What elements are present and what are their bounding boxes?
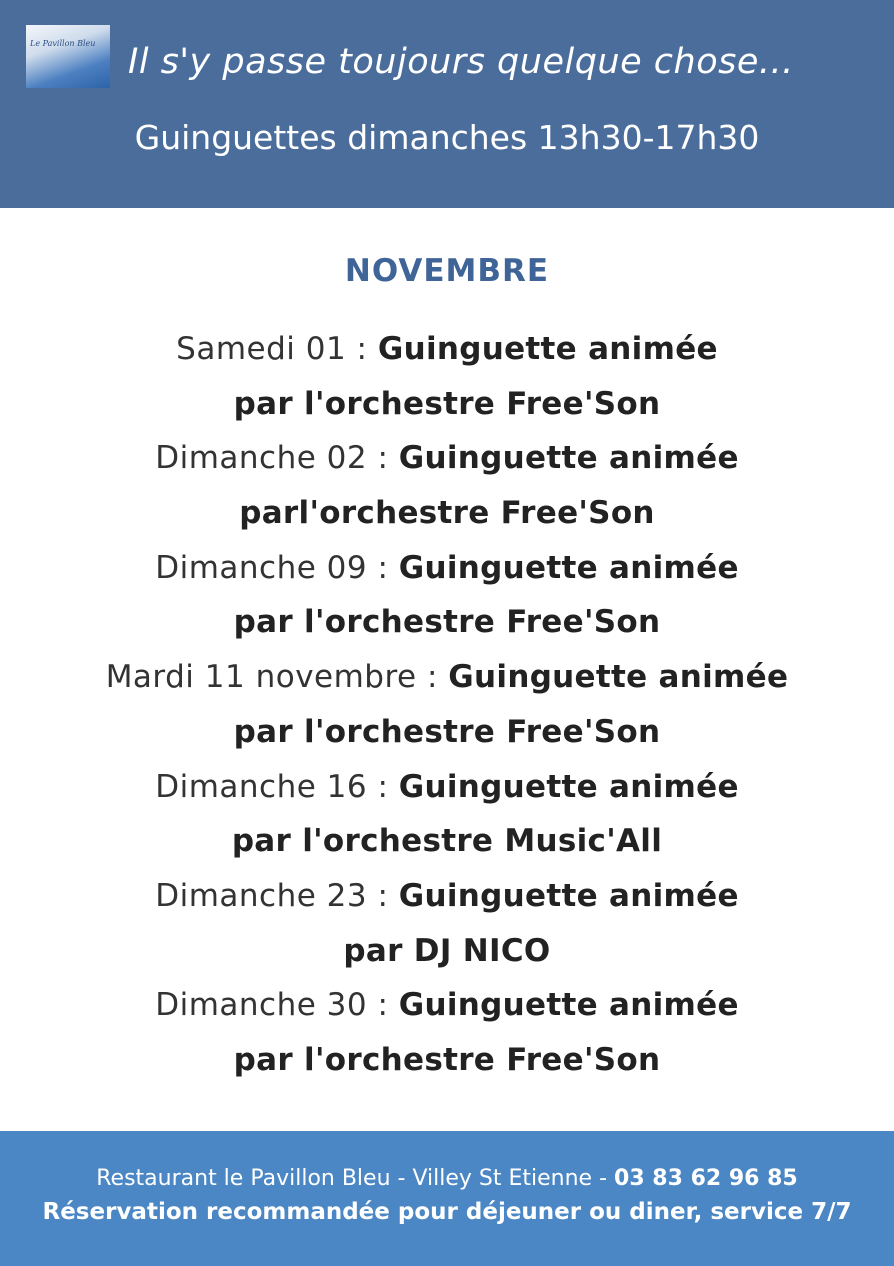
event-item [0, 541, 894, 650]
event-title: Guinguette animée [398, 549, 739, 586]
tagline: Il s'y passe toujours quelque chose... [128, 42, 794, 82]
event-item [0, 869, 894, 978]
phone-number: 03 83 62 96 85 [614, 1166, 798, 1191]
event-title: Guinguette animée [398, 768, 739, 805]
month-heading: NOVEMBRE [344, 253, 550, 289]
event-date-line [0, 760, 894, 815]
event-performer: par l'orchestre Free'Son [233, 385, 661, 422]
event-title: Guinguette animée [398, 877, 739, 914]
event-item [0, 978, 894, 1087]
restaurant-logo [26, 25, 110, 88]
event-item [0, 650, 894, 759]
event-performer: par DJ NICO [343, 932, 551, 969]
event-title: Guinguette animée [398, 987, 739, 1024]
event-performer: par l'orchestre Free'Son [233, 604, 661, 641]
event-item [0, 760, 894, 869]
event-date: Dimanche 30 : [155, 987, 399, 1024]
event-date-line [0, 869, 894, 924]
event-list [0, 322, 894, 1088]
header-banner [0, 0, 894, 208]
event-date: Dimanche 09 : [155, 549, 399, 586]
address-text: Restaurant le Pavillon Bleu - Villey St Etienne - [96, 1166, 615, 1191]
event-date: Dimanche 16 : [155, 768, 399, 805]
reservation-note: Réservation recommandée pour déjeuner ou diner, service 7/7 [42, 1199, 852, 1225]
event-item [0, 322, 894, 431]
event-date: Mardi 11 novembre : [105, 659, 449, 696]
event-title: Guinguette animée [398, 440, 739, 477]
event-date: Samedi 01 : [176, 331, 378, 367]
footer-banner [0, 1131, 894, 1266]
event-date-line [0, 322, 894, 377]
event-date-line [0, 978, 894, 1033]
restaurant-address [0, 1166, 894, 1191]
opening-hours: Guinguettes dimanches 13h30-17h30 [134, 118, 760, 157]
event-title: Guinguette animée [448, 659, 789, 696]
event-performer: parl'orchestre Free'Son [239, 495, 655, 532]
event-date-line [0, 650, 894, 705]
event-performer: par l'orchestre Free'Son [233, 1041, 661, 1078]
logo-text: Le Pavillon Bleu [30, 39, 96, 48]
event-performer: par l'orchestre Free'Son [233, 713, 661, 750]
event-performer: par l'orchestre Music'All [231, 823, 663, 860]
event-date: Dimanche 23 : [155, 877, 399, 914]
event-date-line [0, 541, 894, 596]
event-date-line [0, 431, 894, 486]
event-title: Guinguette animée [377, 331, 718, 367]
event-item [0, 431, 894, 540]
event-date: Dimanche 02 : [155, 440, 399, 477]
